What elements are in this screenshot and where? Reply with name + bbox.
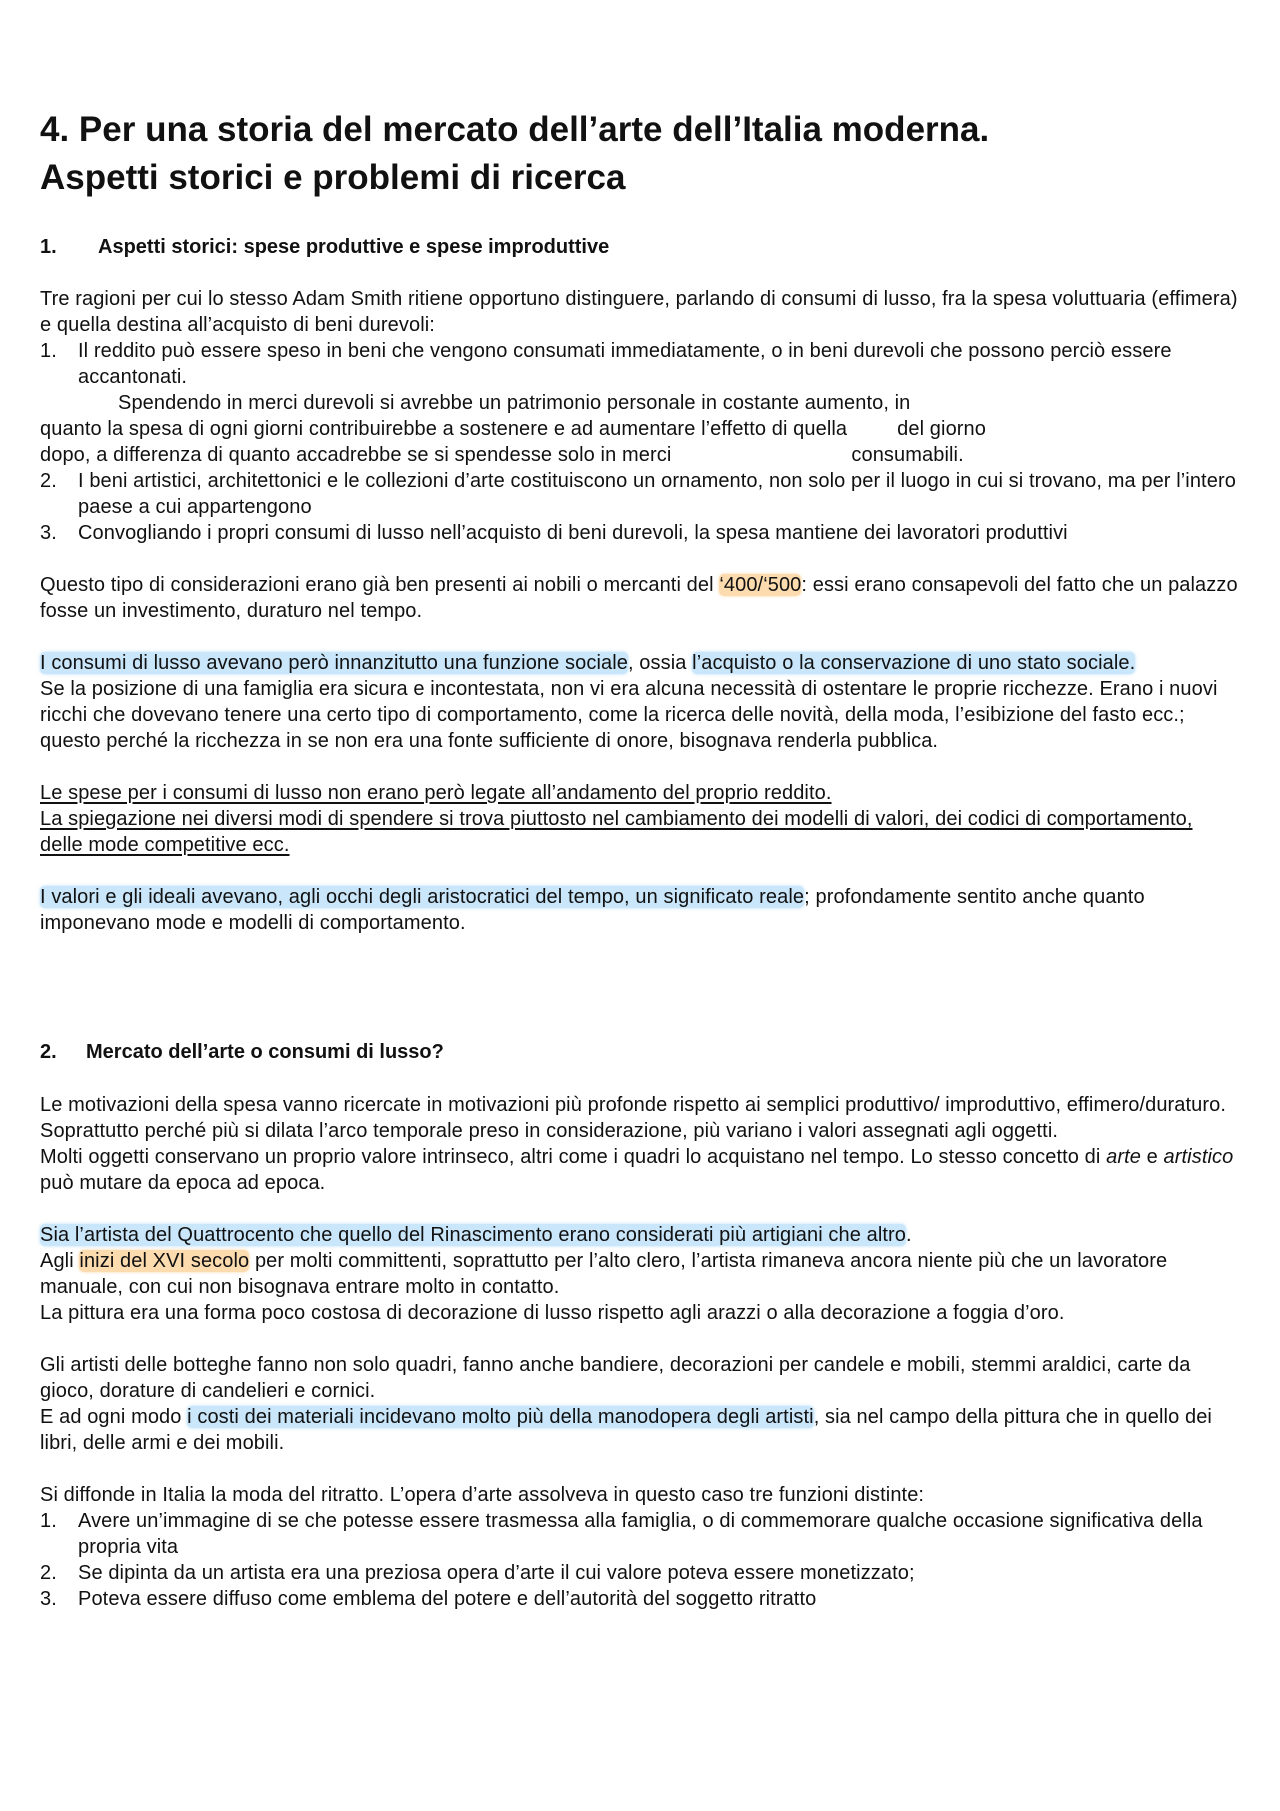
paragraph: E ad ogni modo i costi dei materiali incidevano molto più della manodopera degli artisti, sia nel campo della pittura che in quello dei libri, delle armi e dei mobili. bbox=[40, 1406, 1212, 1454]
section-1-number: 1. bbox=[40, 236, 57, 258]
list-item: 1. Avere un’immagine di se che potesse essere trasmessa alla famiglia, o di commemorare qualche occasione significativa della propria vita bbox=[40, 1510, 1203, 1558]
underlined-text: La spiegazione nei diversi modi di spendere si trova piuttosto nel cambiamento dei modelli di valori, dei codici di comportamento, delle mode competitive ecc. bbox=[40, 808, 1193, 856]
list-item: 1. Il reddito può essere speso in beni che vengono consumati immediatamente, o in beni durevoli che possono perciò essere accantonati. bbox=[40, 340, 1172, 388]
section-2-title: Mercato dell’arte o consumi di lusso? bbox=[86, 1041, 444, 1063]
section-1-title: Aspetti storici: spese produttive e spese improduttive bbox=[98, 236, 610, 258]
paragraph: Gli artisti delle botteghe fanno non solo quadri, fanno anche bandiere, decorazioni per candele e mobili, stemmi araldici, carte da gioco, dorature di candelieri e cornici. bbox=[40, 1354, 1191, 1402]
section-1-body bbox=[40, 286, 1240, 936]
list-item: 2. Se dipinta da un artista era una preziosa opera d’arte il cui valore poteva essere monetizzato; bbox=[40, 1562, 915, 1584]
title-line-2: Aspetti storici e problemi di ricerca bbox=[40, 158, 626, 197]
paragraph: Se la posizione di una famiglia era sicura e incontestata, non vi era alcuna necessità di ostentare le proprie ricchezze. Erano i nuovi ricchi che dovevano tenere una certo tipo di comportamento, come la ricerca delle novità, della moda, l’esibizione del fasto ecc.; questo perché la ricchezza in se non era una fonte sufficiente di onore, bisognava renderla pubblica. bbox=[40, 678, 1218, 752]
paragraph: Sia l’artista del Quattrocento che quello del Rinascimento erano considerati più artigiani che altro. bbox=[40, 1224, 912, 1246]
list-item: 3. Convogliando i propri consumi di lusso nell’acquisto di beni durevoli, la spesa mantiene dei lavoratori produttivi bbox=[40, 522, 1068, 544]
paragraph: Questo tipo di considerazioni erano già ben presenti ai nobili o mercanti del ‘400/‘500: essi erano consapevoli del fatto che un palazzo fosse un investimento, duraturo nel tempo. bbox=[40, 574, 1238, 622]
section-2-heading bbox=[40, 1041, 444, 1064]
highlight: I valori e gli ideali avevano, agli occhi degli aristocratici del tempo, un significato reale bbox=[40, 886, 805, 908]
highlight: Sia l’artista del Quattrocento che quello del Rinascimento erano considerati più artigiani che altro bbox=[40, 1224, 907, 1246]
highlight: I consumi di lusso avevano però innanzitutto una funzione sociale bbox=[40, 652, 628, 674]
paragraph: Le motivazioni della spesa vanno ricercate in motivazioni più profonde rispetto ai semplici produttivo/ improduttivo, effimero/duraturo. Soprattutto perché più si dilata l’arco temporale preso in considerazione, più variano i valori assegnati agli oggetti. bbox=[40, 1094, 1227, 1142]
item-1-continuation-c: dopo, a differenza di quanto accadrebbe se si spendesse solo in merci consumabili. bbox=[40, 444, 964, 466]
section-1-heading bbox=[40, 236, 609, 259]
underlined-text: Le spese per i consumi di lusso non erano però legate all’andamento del proprio reddito. bbox=[40, 782, 832, 804]
highlight: i costi dei materiali incidevano molto più della manodopera degli artisti bbox=[187, 1406, 814, 1428]
list-item: 2. I beni artistici, architettonici e le collezioni d’arte costituiscono un ornamento, non solo per il luogo in cui si trovano, ma per l’intero paese a cui appartengono bbox=[40, 470, 1236, 518]
paragraph: La pittura era una forma poco costosa di decorazione di lusso rispetto agli arazzi o alla decorazione a foggia d’oro. bbox=[40, 1302, 1065, 1324]
title-line-1: 4. Per una storia del mercato dell’arte dell’Italia moderna. bbox=[40, 110, 990, 149]
paragraph: I valori e gli ideali avevano, agli occhi degli aristocratici del tempo, un significato reale; profondamente sentito anche quanto imponevano mode e modelli di comportamento. bbox=[40, 886, 1145, 934]
list-item: 3. Poteva essere diffuso come emblema del potere e dell’autorità del soggetto ritratto bbox=[40, 1588, 817, 1610]
paragraph: I consumi di lusso avevano però innanzitutto una funzione sociale, ossia l’acquisto o la conservazione di uno stato sociale. bbox=[40, 652, 1136, 674]
item-1-continuation-b: quanto la spesa di ogni giorni contribuirebbe a sostenere e ad aumentare l’effetto di quella del giorno bbox=[40, 418, 986, 440]
item-1-continuation-a: Spendendo in merci durevoli si avrebbe un patrimonio personale in costante aumento, in bbox=[118, 392, 911, 414]
highlight: l’acquisto o la conservazione di uno stato sociale. bbox=[692, 652, 1136, 674]
paragraph: Si diffonde in Italia la moda del ritratto. L’opera d’arte assolveva in questo caso tre funzioni distinte: bbox=[40, 1484, 925, 1506]
paragraph: Molti oggetti conservano un proprio valore intrinseco, altri come i quadri lo acquistano nel tempo. Lo stesso concetto di arte e artistico può mutare da epoca ad epoca. bbox=[40, 1146, 1234, 1194]
document-title bbox=[40, 106, 1240, 202]
section-2-number: 2. bbox=[40, 1041, 57, 1063]
section-2-body bbox=[40, 1092, 1240, 1612]
highlight: ‘400/‘500 bbox=[719, 574, 802, 596]
paragraph: Agli inizi del XVI secolo per molti committenti, soprattutto per l’alto clero, l’artista rimaneva ancora niente più che un lavoratore manuale, con cui non bisognava entrare molto in contatto. bbox=[40, 1250, 1168, 1298]
highlight: inizi del XVI secolo bbox=[79, 1250, 250, 1272]
section-1-intro: Tre ragioni per cui lo stesso Adam Smith ritiene opportuno distinguere, parlando di consumi di lusso, fra la spesa voluttuaria (effimera) e quella destina all’acquisto di beni durevoli: bbox=[40, 288, 1238, 336]
